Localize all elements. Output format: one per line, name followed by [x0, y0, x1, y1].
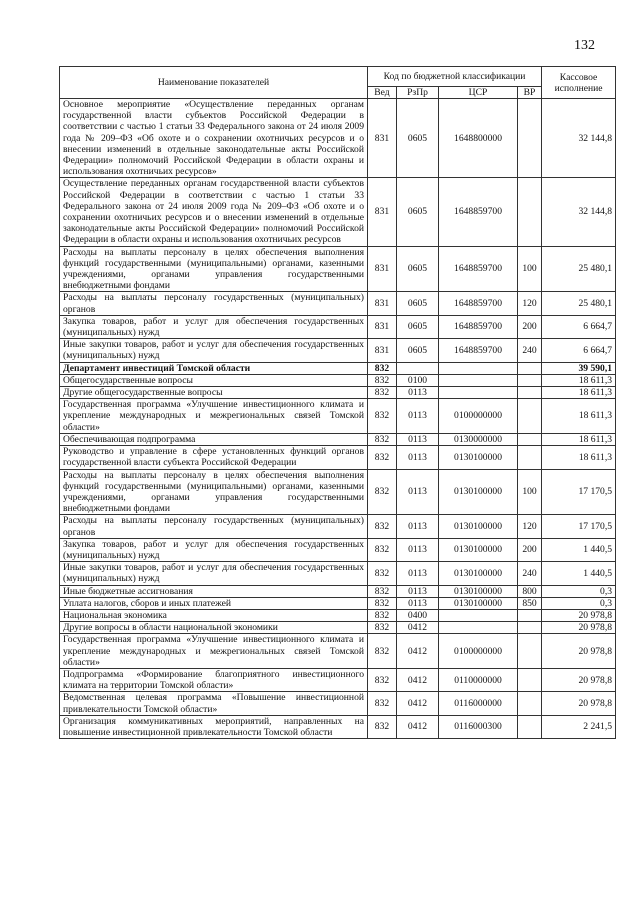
header-code-group: Код по бюджетной классификации	[368, 67, 542, 87]
table-row	[60, 292, 616, 315]
cell-vr: 120	[518, 515, 542, 538]
cell-csr: 0116000000	[439, 692, 518, 715]
cell-csr	[439, 609, 518, 621]
cell-amount: 25 480,1	[542, 292, 616, 315]
cell-vr: 240	[518, 562, 542, 585]
cell-csr: 0130000000	[439, 433, 518, 445]
cell-rzpr: 0100	[397, 374, 439, 386]
cell-amount: 18 611,3	[542, 399, 616, 434]
cell-amount: 20 978,8	[542, 634, 616, 669]
cell-amount: 1 440,5	[542, 538, 616, 561]
table-row	[60, 399, 616, 434]
cell-rzpr: 0113	[397, 387, 439, 399]
cell-vr	[518, 622, 542, 634]
table-row	[60, 692, 616, 715]
header-ved: Вед	[368, 87, 397, 99]
table-row	[60, 433, 616, 445]
budget-table	[59, 66, 616, 739]
cell-vr: 850	[518, 597, 542, 609]
cell-ved: 832	[368, 597, 397, 609]
table-row	[60, 715, 616, 738]
cell-name: Закупка товаров, работ и услуг для обеспечения государственных (муниципальных) нужд	[60, 538, 368, 561]
cell-rzpr: 0113	[397, 433, 439, 445]
cell-rzpr: 0113	[397, 585, 439, 597]
cell-name: Государственная программа «Улучшение инвестиционного климата и укрепление международных и межрегиональных связей Томской области»	[60, 634, 368, 669]
cell-amount: 20 978,8	[542, 692, 616, 715]
cell-name: Основное мероприятие «Осуществление переданных органам государственной власти субъектов Российской Федерации в соответствии с частью 1 статьи 33 Федерального закона от 24 июля 2009 года № 209–ФЗ «Об охоте и о сохранении охотничьих ресурсов и о внесении изменений в отдельные законодательные акты Российской Федерации» полномочий Российской Федерации в области охраны и использования охотничьих ресурсов»	[60, 99, 368, 178]
cell-name: Подпрограмма «Формирование благоприятного инвестиционного климата на территории Томской области»	[60, 668, 368, 691]
table-row	[60, 315, 616, 338]
cell-vr	[518, 692, 542, 715]
cell-amount: 18 611,3	[542, 446, 616, 469]
cell-vr	[518, 446, 542, 469]
cell-rzpr: 0412	[397, 634, 439, 669]
table-row	[60, 634, 616, 669]
cell-rzpr: 0412	[397, 668, 439, 691]
table-row	[60, 374, 616, 386]
table-row	[60, 585, 616, 597]
cell-ved: 831	[368, 246, 397, 292]
cell-amount: 17 170,5	[542, 515, 616, 538]
cell-ved: 832	[368, 399, 397, 434]
table-row	[60, 362, 616, 374]
cell-ved: 831	[368, 99, 397, 178]
header-vr: ВР	[518, 87, 542, 99]
cell-vr: 800	[518, 585, 542, 597]
cell-rzpr: 0412	[397, 692, 439, 715]
table-row	[60, 178, 616, 246]
cell-csr	[439, 374, 518, 386]
cell-ved: 831	[368, 339, 397, 362]
cell-csr: 0130100000	[439, 515, 518, 538]
cell-vr	[518, 668, 542, 691]
table-row	[60, 99, 616, 178]
cell-ved: 832	[368, 362, 397, 374]
cell-rzpr	[397, 362, 439, 374]
cell-vr	[518, 433, 542, 445]
cell-amount: 1 440,5	[542, 562, 616, 585]
cell-rzpr: 0412	[397, 622, 439, 634]
cell-name: Закупка товаров, работ и услуг для обеспечения государственных (муниципальных) нужд	[60, 315, 368, 338]
cell-csr: 1648800000	[439, 99, 518, 178]
cell-csr: 1648859700	[439, 178, 518, 246]
cell-ved: 832	[368, 374, 397, 386]
cell-name: Расходы на выплаты персоналу в целях обеспечения выполнения функций государственными (муниципальными) органами, казенными учреждениями, органами управления государственными внебюджетными фондами	[60, 469, 368, 515]
cell-rzpr: 0113	[397, 399, 439, 434]
table-row	[60, 622, 616, 634]
cell-vr	[518, 399, 542, 434]
cell-rzpr: 0400	[397, 609, 439, 621]
cell-ved: 832	[368, 469, 397, 515]
cell-amount: 0,3	[542, 597, 616, 609]
table-body	[60, 99, 616, 739]
table-row	[60, 562, 616, 585]
cell-amount: 18 611,3	[542, 374, 616, 386]
cell-name: Другие общегосударственные вопросы	[60, 387, 368, 399]
cell-rzpr: 0113	[397, 446, 439, 469]
cell-vr	[518, 374, 542, 386]
cell-csr: 0130100000	[439, 585, 518, 597]
cell-vr: 100	[518, 246, 542, 292]
cell-amount: 32 144,8	[542, 178, 616, 246]
cell-csr: 0100000000	[439, 399, 518, 434]
cell-amount: 0,3	[542, 585, 616, 597]
cell-amount: 39 590,1	[542, 362, 616, 374]
cell-name: Иные бюджетные ассигнования	[60, 585, 368, 597]
table-row	[60, 469, 616, 515]
cell-vr: 200	[518, 538, 542, 561]
table-row	[60, 446, 616, 469]
cell-csr: 1648859700	[439, 246, 518, 292]
cell-vr	[518, 634, 542, 669]
cell-amount: 20 978,8	[542, 622, 616, 634]
cell-name: Общегосударственные вопросы	[60, 374, 368, 386]
cell-amount: 6 664,7	[542, 339, 616, 362]
cell-name: Иные закупки товаров, работ и услуг для обеспечения государственных (муниципальных) нужд	[60, 562, 368, 585]
cell-vr	[518, 178, 542, 246]
cell-amount: 6 664,7	[542, 315, 616, 338]
cell-csr: 0130100000	[439, 446, 518, 469]
cell-rzpr: 0113	[397, 538, 439, 561]
cell-ved: 832	[368, 446, 397, 469]
cell-name: Уплата налогов, сборов и иных платежей	[60, 597, 368, 609]
cell-ved: 832	[368, 609, 397, 621]
table-row	[60, 668, 616, 691]
cell-name: Осуществление переданных органам государственной власти субъектов Российской Федерации в соответствии с частью 1 статьи 33 Федерального закона от 24 июля 2009 года № 209–ФЗ «Об охоте и о сохранении охотничьих ресурсов и о внесении изменений в отдельные законодательные акты Российской Федерации» полномочий Российской Федерации в области охраны и использования охотничьих ресурсов	[60, 178, 368, 246]
cell-csr: 0130100000	[439, 469, 518, 515]
cell-rzpr: 0412	[397, 715, 439, 738]
cell-rzpr: 0605	[397, 315, 439, 338]
header-csr: ЦСР	[439, 87, 518, 99]
cell-rzpr: 0605	[397, 178, 439, 246]
cell-name: Иные закупки товаров, работ и услуг для обеспечения государственных (муниципальных) нужд	[60, 339, 368, 362]
cell-ved: 832	[368, 387, 397, 399]
cell-ved: 832	[368, 538, 397, 561]
cell-name: Обеспечивающая подпрограмма	[60, 433, 368, 445]
cell-csr: 1648859700	[439, 315, 518, 338]
table-row	[60, 538, 616, 561]
cell-csr: 0130100000	[439, 597, 518, 609]
page-number: 132	[574, 38, 595, 53]
cell-amount: 20 978,8	[542, 668, 616, 691]
cell-name: Ведомственная целевая программа «Повышение инвестиционной привлекательности Томской области»	[60, 692, 368, 715]
cell-rzpr: 0605	[397, 339, 439, 362]
cell-vr	[518, 609, 542, 621]
cell-name: Расходы на выплаты персоналу государственных (муниципальных) органов	[60, 515, 368, 538]
table-row	[60, 387, 616, 399]
cell-amount: 18 611,3	[542, 433, 616, 445]
cell-csr: 0130100000	[439, 538, 518, 561]
cell-ved: 832	[368, 562, 397, 585]
cell-amount: 25 480,1	[542, 246, 616, 292]
header-rzpr: РзПр	[397, 87, 439, 99]
cell-name: Департамент инвестиций Томской области	[60, 362, 368, 374]
cell-vr: 240	[518, 339, 542, 362]
cell-ved: 832	[368, 692, 397, 715]
cell-name: Организация коммуникативных мероприятий, направленных на повышение инвестиционной привлекательности Томской области	[60, 715, 368, 738]
table-header	[60, 67, 616, 99]
cell-csr: 0130100000	[439, 562, 518, 585]
cell-amount: 18 611,3	[542, 387, 616, 399]
cell-vr	[518, 99, 542, 178]
cell-ved: 832	[368, 515, 397, 538]
cell-name: Другие вопросы в области национальной экономики	[60, 622, 368, 634]
cell-rzpr: 0605	[397, 246, 439, 292]
cell-ved: 832	[368, 715, 397, 738]
cell-ved: 832	[368, 634, 397, 669]
cell-csr	[439, 622, 518, 634]
header-amount: Кассовое исполнение	[542, 67, 616, 99]
cell-ved: 832	[368, 622, 397, 634]
cell-ved: 832	[368, 668, 397, 691]
cell-rzpr: 0605	[397, 99, 439, 178]
table-row	[60, 515, 616, 538]
cell-vr	[518, 715, 542, 738]
cell-ved: 831	[368, 315, 397, 338]
table-row	[60, 609, 616, 621]
cell-vr	[518, 362, 542, 374]
cell-csr: 1648859700	[439, 339, 518, 362]
cell-rzpr: 0113	[397, 562, 439, 585]
table-row	[60, 339, 616, 362]
table-row	[60, 597, 616, 609]
cell-ved: 832	[368, 585, 397, 597]
cell-csr: 1648859700	[439, 292, 518, 315]
cell-ved: 831	[368, 292, 397, 315]
table-row	[60, 246, 616, 292]
cell-amount: 20 978,8	[542, 609, 616, 621]
cell-name: Расходы на выплаты персоналу государственных (муниципальных) органов	[60, 292, 368, 315]
cell-vr	[518, 387, 542, 399]
cell-name: Национальная экономика	[60, 609, 368, 621]
cell-name: Государственная программа «Улучшение инвестиционного климата и укрепление международных и межрегиональных связей Томской области»	[60, 399, 368, 434]
cell-csr: 0110000000	[439, 668, 518, 691]
cell-name: Расходы на выплаты персоналу в целях обеспечения выполнения функций государственными (муниципальными) органами, казенными учреждениями, органами управления государственными внебюджетными фондами	[60, 246, 368, 292]
cell-amount: 2 241,5	[542, 715, 616, 738]
cell-csr	[439, 387, 518, 399]
cell-amount: 17 170,5	[542, 469, 616, 515]
cell-vr: 200	[518, 315, 542, 338]
cell-rzpr: 0113	[397, 469, 439, 515]
cell-rzpr: 0113	[397, 515, 439, 538]
header-name: Наименование показателей	[60, 67, 368, 99]
cell-csr: 0100000000	[439, 634, 518, 669]
cell-csr	[439, 362, 518, 374]
cell-vr: 120	[518, 292, 542, 315]
cell-ved: 832	[368, 433, 397, 445]
cell-csr: 0116000300	[439, 715, 518, 738]
cell-rzpr: 0605	[397, 292, 439, 315]
cell-vr: 100	[518, 469, 542, 515]
cell-amount: 32 144,8	[542, 99, 616, 178]
cell-name: Руководство и управление в сфере установленных функций органов государственной власти субъекта Российской Федерации	[60, 446, 368, 469]
cell-ved: 831	[368, 178, 397, 246]
cell-rzpr: 0113	[397, 597, 439, 609]
